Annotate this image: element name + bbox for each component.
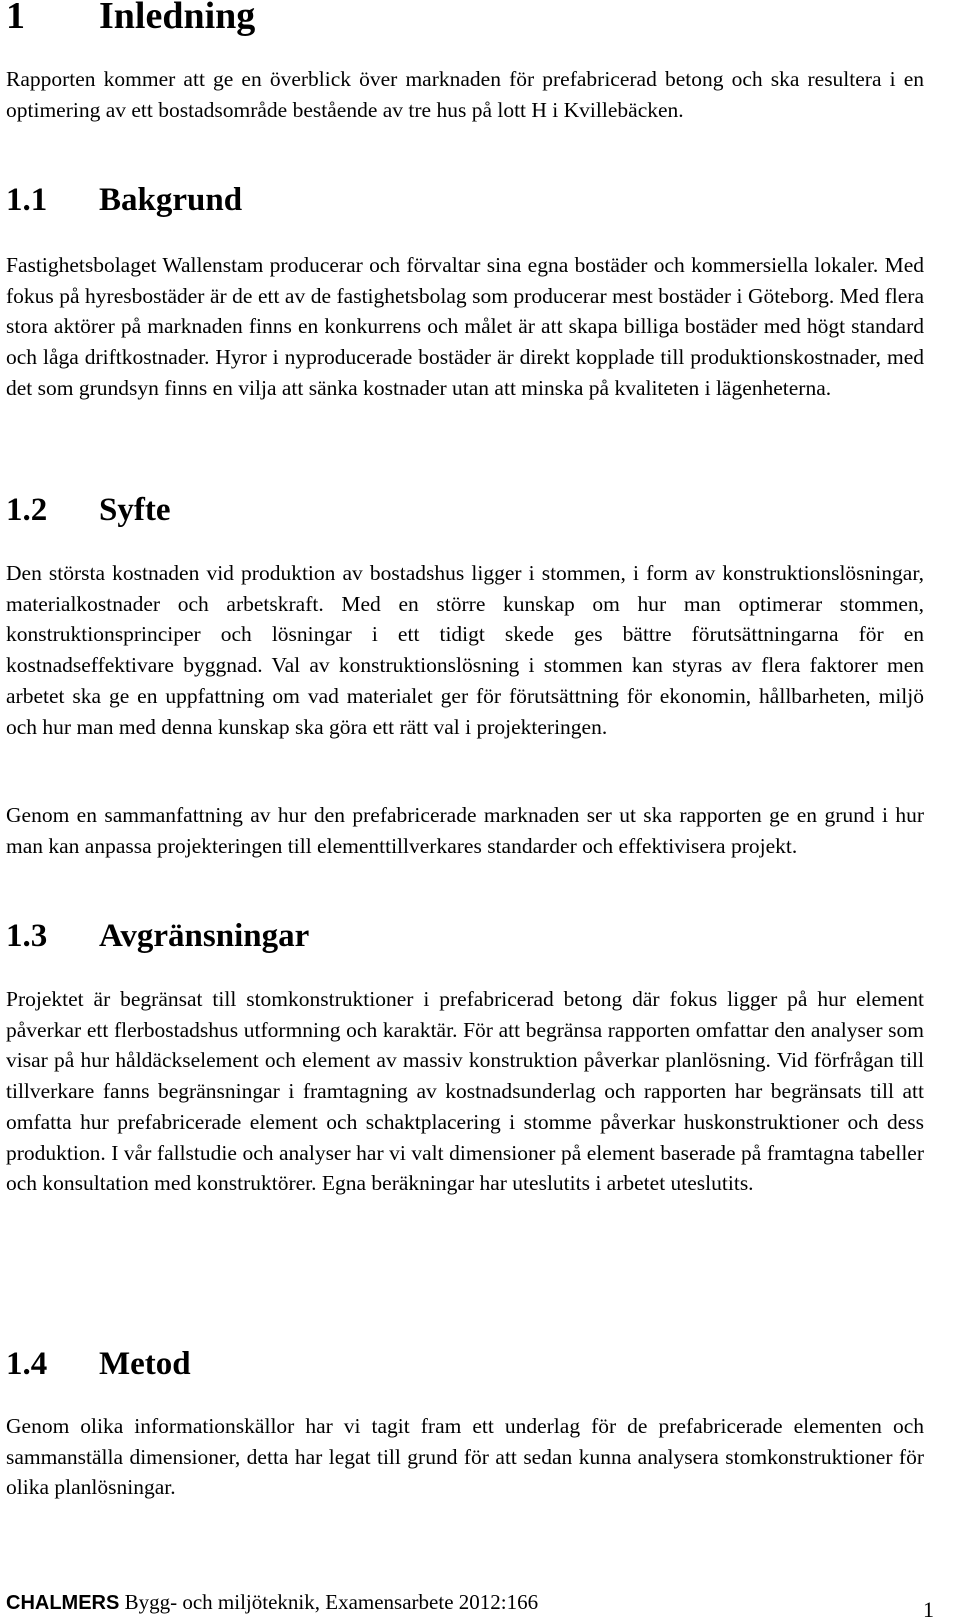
intro-paragraph: Rapporten kommer att ge en överblick över marknaden för prefabricerad betong och ska resultera i en optimering av ett bostadsområde bestående av tre hus på lott H i Kvillebäcken. [6, 67, 924, 122]
section-number: 1.4 [6, 1346, 48, 1382]
section-title: Avgränsningar [99, 918, 310, 954]
section-number: 1.2 [6, 492, 48, 528]
section-heading-bakgrund [6, 182, 242, 219]
section-heading-metod [6, 1346, 191, 1383]
syfte-paragraph-2: Genom en sammanfattning av hur den prefabricerade marknaden ser ut ska rapporten ge en grund i hur man kan anpassa projekteringen till elementtillverkares standarder och effektivisera projekt. [6, 803, 924, 858]
page-number: 1 [923, 1597, 934, 1622]
chapter-heading [6, 0, 255, 38]
avgransningar-paragraph: Projektet är begränsat till stomkonstruktioner i prefabricerad betong där fokus ligger på hur element påverkar ett flerbostadshus utformning och karaktär. För att begränsa rapporten omfattar den analyser som visar på hur håldäckselement och element av massiv konstruktion påverkar planlösning. Vid förfrågan till tillverkare fanns begränsningar i framtagning av kostnadsunderlag och rapporten har begränsats till att omfatta hur prefabricerade element och schaktplacering i stomme påverkar huskonstruktioner och dess produktion. I vår fallstudie och analyser har vi valt dimensioner på element baserade på framtagna tabeller och konsultation med konstruktörer. Egna beräkningar har uteslutits i arbetet uteslutits. [6, 987, 924, 1196]
section-number: 1.1 [6, 182, 48, 218]
metod-paragraph: Genom olika informationskällor har vi tagit fram ett underlag för de prefabricerade elementen och sammanställa dimensioner, detta har legat till grund för att sedan kunna analysera stomkonstruktioner för olika planlösningar. [6, 1414, 924, 1500]
page-footer [6, 1590, 538, 1615]
section-number: 1.3 [6, 918, 48, 954]
chapter-title: Inledning [99, 0, 256, 37]
footer-brand: CHALMERS [6, 1592, 120, 1614]
syfte-paragraph-1: Den största kostnaden vid produktion av bostadshus ligger i stommen, i form av konstruktionslösningar, materialkostnader och arbetskraft. Med en större kunskap om hur man optimerar stommen, konstruktionsprinciper och lösningar i ett tidigt skede ges bättre förutsättningarna för en kostnadseffektivare byggnad. Val av konstruktionslösning i stommen kan styras av flera faktorer men arbetet ska ge en uppfattning om vad materialet ger för förutsättning för ekonomin, hållbarheten, miljö och hur man med denna kunskap ska göra ett rätt val i projekteringen. [6, 561, 924, 739]
section-heading-avgransningar [6, 918, 309, 955]
footer-text: Bygg- och miljöteknik, Examensarbete 2012:166 [124, 1590, 539, 1614]
section-heading-syfte [6, 492, 170, 529]
section-title: Metod [99, 1346, 191, 1382]
section-title: Syfte [99, 492, 171, 528]
section-title: Bakgrund [99, 182, 243, 218]
bakgrund-paragraph: Fastighetsbolaget Wallenstam producerar och förvaltar sina egna bostäder och kommersiella lokaler. Med fokus på hyresbostäder är de ett av de fastighetsbolag som producerar mest bostäder i Göteborg. Med flera stora aktörer på marknaden finns en konkurrens och målet är att skapa billiga bostäder med högt standard och låga driftkostnader. Hyror i nyproducerade bostäder är direkt kopplade till produktionskostnader, med det som grundsyn finns en vilja att sänka kostnader utan att minska på kvaliteten i lägenheterna. [6, 253, 924, 400]
chapter-number: 1 [6, 0, 25, 37]
